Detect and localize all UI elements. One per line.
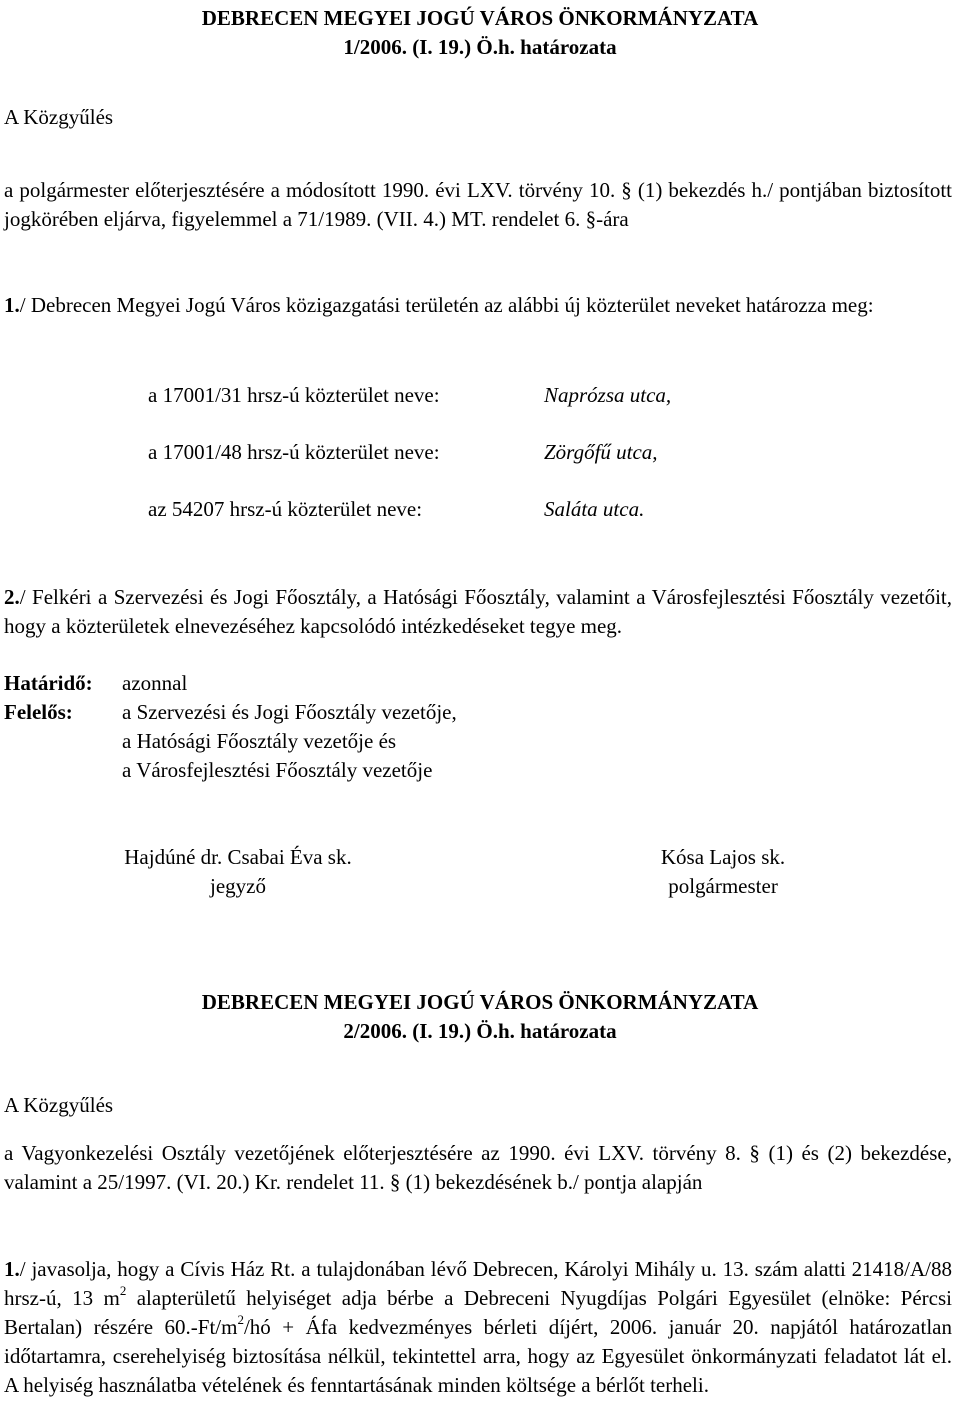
responsible-line: a Szervezési és Jogi Főosztály vezetője, — [122, 700, 457, 724]
signature-mayor — [620, 843, 826, 901]
resolution-1-point-2 — [4, 583, 952, 641]
resolution-2-assembly: A Közgyűlés — [4, 1093, 114, 1117]
signature-title: polgármester — [668, 874, 778, 898]
signature-name: Kósa Lajos sk. — [660, 845, 786, 869]
street-name: Zörgőfű utca, — [544, 440, 658, 464]
point-text: alapterületű helyiséget adja bérbe a Debreceni Nyugdíjas Polgári Egyesület (elnöke: Pércsi Bertalan) részére 60.-Ft/m — [4, 1286, 952, 1339]
superscript: 2 — [237, 1312, 244, 1327]
point-number: 1. — [4, 1257, 20, 1281]
responsible-block — [4, 698, 457, 785]
street-name-row — [148, 495, 645, 524]
point-number: 2. — [4, 585, 20, 609]
street-name: Saláta utca. — [544, 497, 645, 521]
street-name-row — [148, 381, 672, 410]
street-name-row — [148, 438, 658, 467]
responsible-label: Felelős: — [4, 700, 73, 724]
point-text: / Felkéri a Szervezési és Jogi Főosztály, a Hatósági Főosztály, valamint a Városfejlesztési Főosztály vezetőit, hogy a közterületek elnevezéséhez kapcsolódó intézkedéseket tegye meg. — [4, 585, 952, 638]
resolution-1-assembly: A Közgyűlés — [4, 105, 114, 129]
responsible-line: a Hatósági Főosztály vezetője és — [122, 729, 397, 753]
deadline-label: Határidő: — [4, 671, 93, 695]
resolution-1-header — [0, 4, 960, 62]
point-text: / javasolja, hogy a Cívis Ház Rt. a tulajdonában lévő Debrecen, Károlyi Mihály u. 13. szám alatti 21418/A/88 hrsz-ú, 13 m — [4, 1257, 952, 1310]
deadline-value: azonnal — [122, 671, 188, 695]
responsible-line: a Városfejlesztési Főosztály vezetője — [122, 758, 433, 782]
street-name: Naprózsa utca, — [544, 383, 672, 407]
signature-title: jegyző — [210, 874, 266, 898]
point-text: / Debrecen Megyei Jogú Város közigazgatási területén az alábbi új közterület neveket határozza meg: — [19, 293, 874, 317]
resolution-2-point-1 — [4, 1255, 952, 1400]
resolution-2-preamble: a Vagyonkezelési Osztály vezetőjének előterjesztésére az 1990. évi LXV. törvény 8. § (1) és (2) bekezdése, valamint a 25/1997. (VI. 20.) Kr. rendelet 11. § (1) bekezdésének b./ pontja alapján — [4, 1141, 952, 1194]
resolution-1-point-1 — [4, 291, 952, 320]
parcel-label: a 17001/48 hrsz-ú közterület neve: — [148, 440, 440, 464]
resolution-1-title-line2: 1/2006. (I. 19.) Ö.h. határozata — [343, 35, 617, 59]
signature-notary — [100, 843, 376, 901]
parcel-label: az 54207 hrsz-ú közterület neve: — [148, 497, 423, 521]
point-number: 1. — [4, 293, 20, 317]
parcel-label: a 17001/31 hrsz-ú közterület neve: — [148, 383, 440, 407]
resolution-2-header — [0, 988, 960, 1046]
resolution-1-title-line1: DEBRECEN MEGYEI JOGÚ VÁROS ÖNKORMÁNYZATA — [201, 6, 759, 30]
deadline-line — [4, 669, 187, 698]
signature-name: Hajdúné dr. Csabai Éva sk. — [124, 845, 352, 869]
resolution-2-title-line1: DEBRECEN MEGYEI JOGÚ VÁROS ÖNKORMÁNYZATA — [201, 990, 759, 1014]
point-text: /hó + Áfa kedvezményes bérleti díjért, 2006. január 20. napjától határozatlan időtartamra, cserehelyiség biztosítása nélkül, tekintettel arra, hogy az Egyesület önkormányzati feladatot lát el. A helyiség használatba vételének és fenntartásának minden költsége a bérlőt terheli. — [4, 1315, 952, 1397]
superscript: 2 — [119, 1283, 127, 1298]
resolution-2-title-line2: 2/2006. (I. 19.) Ö.h. határozata — [343, 1019, 617, 1043]
resolution-1-preamble: a polgármester előterjesztésére a módosított 1990. évi LXV. törvény 10. § (1) bekezdés h./ pontjában biztosított jogkörében eljárva, figyelemmel a 71/1989. (VII. 4.) MT. rendelet 6. §-ára — [4, 178, 952, 231]
